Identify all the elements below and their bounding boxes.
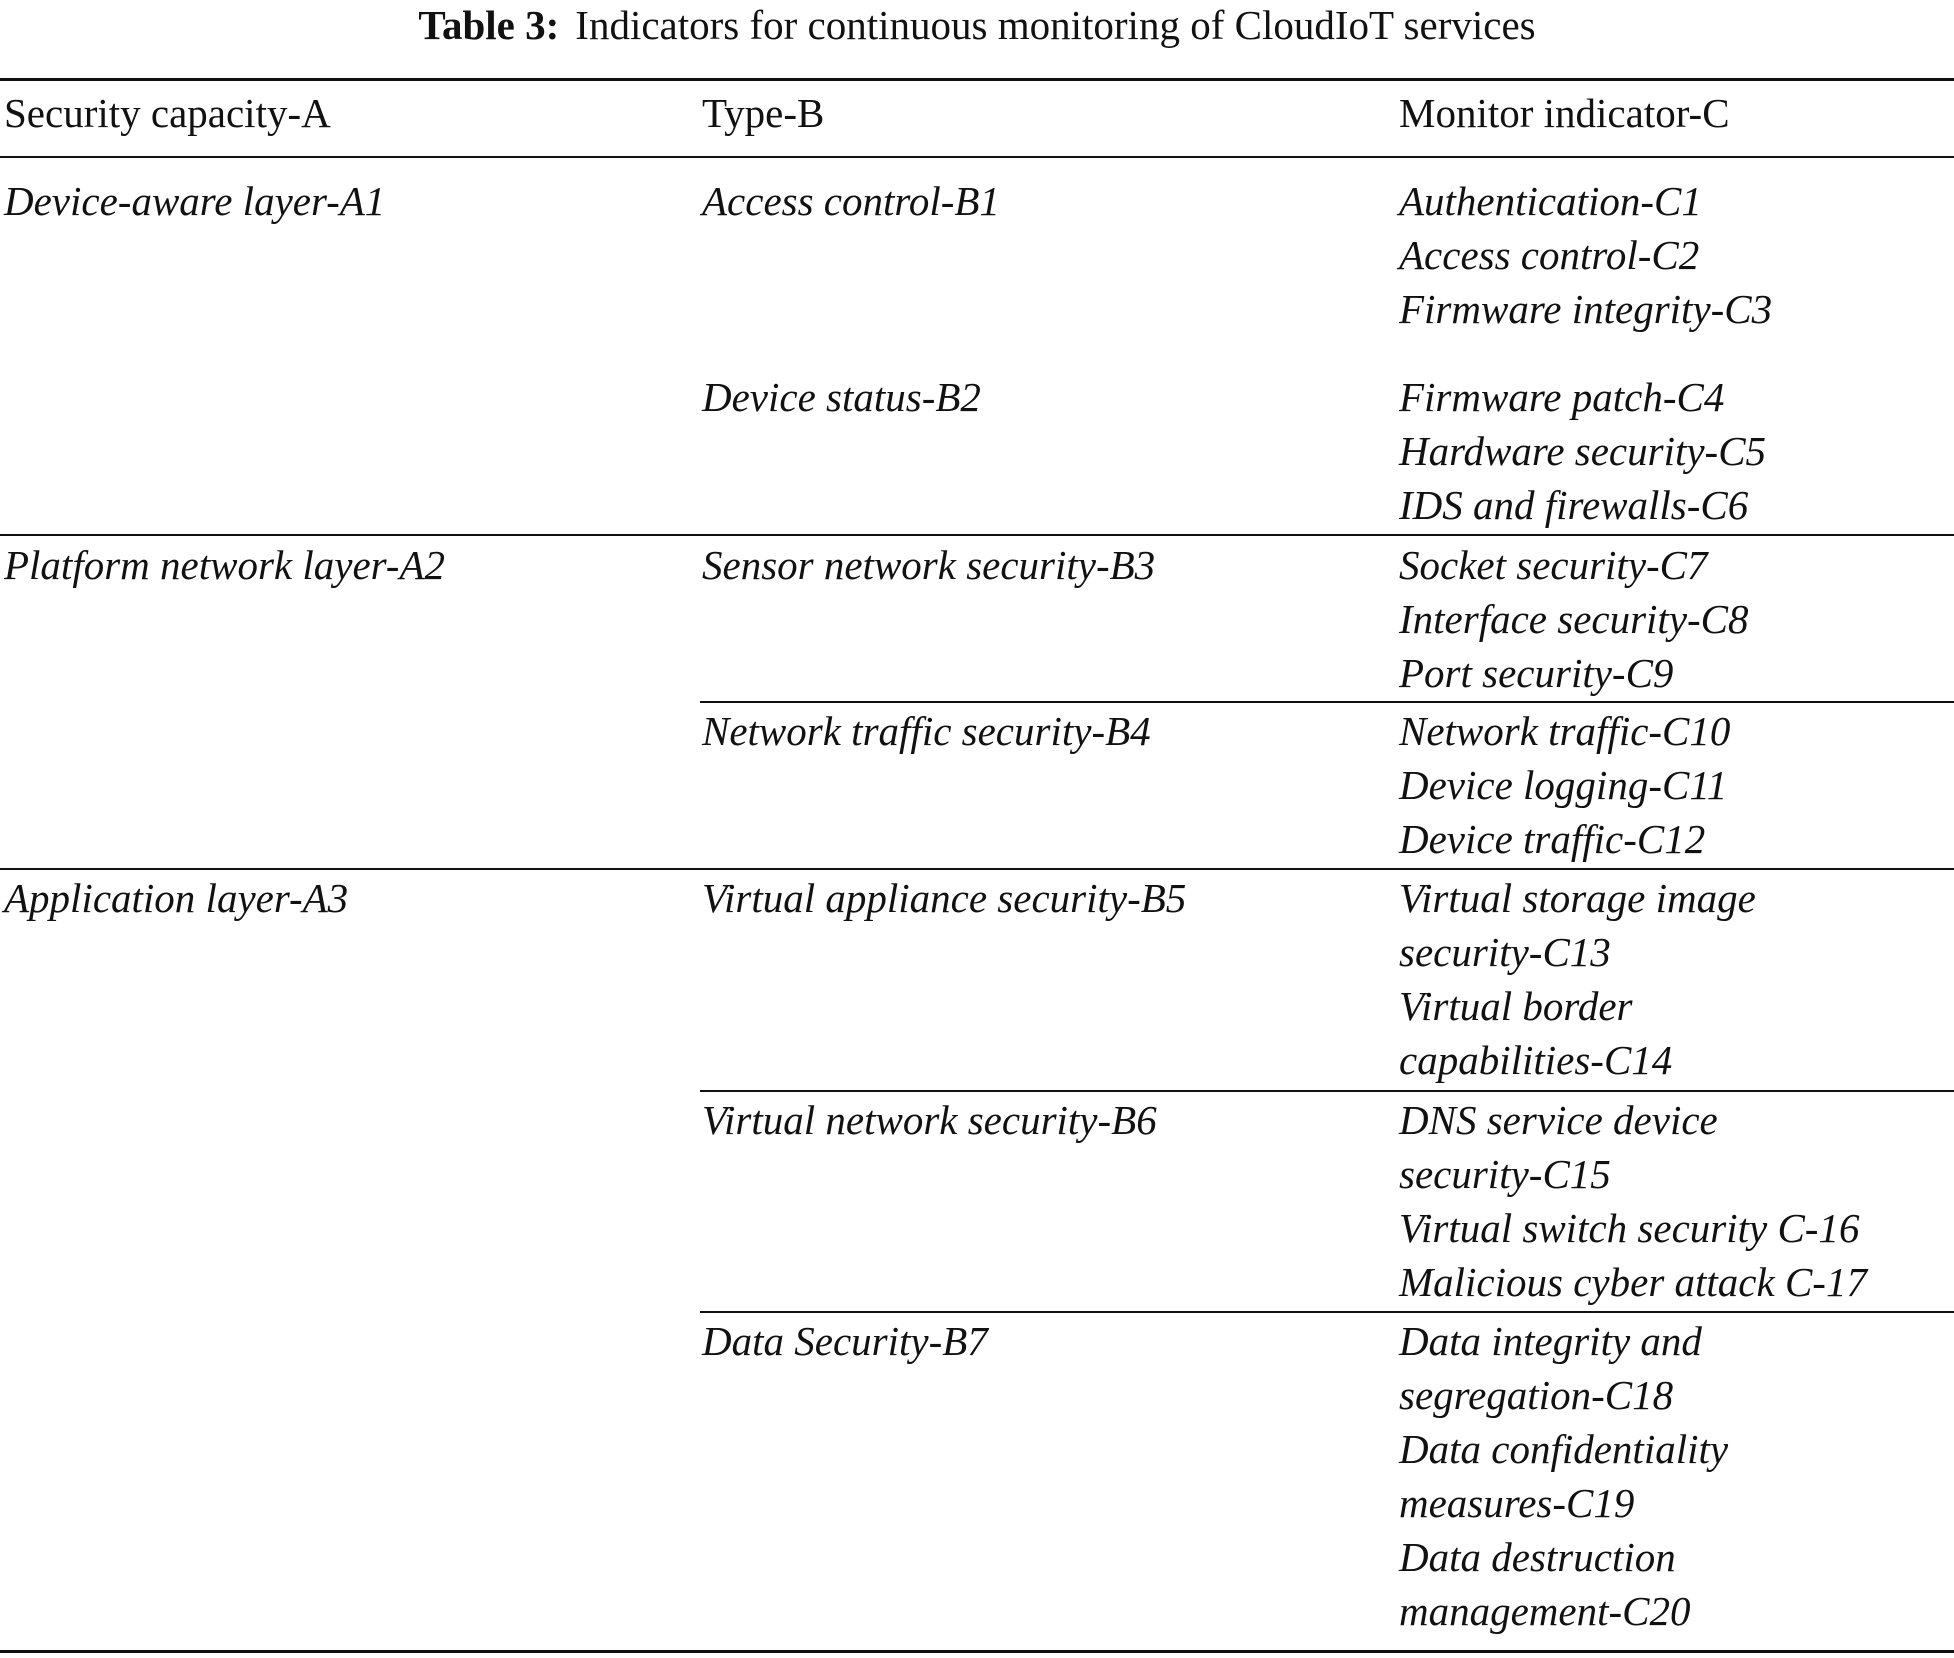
indicator-c11: Device logging-C11 <box>1399 762 1728 808</box>
indicators-b5 <box>1399 871 1756 1087</box>
indicator-c19-line1: Data confidentiality <box>1399 1426 1729 1472</box>
rule-after-b6 <box>700 1311 1954 1313</box>
capacity-a3: Application layer-A3 <box>4 875 349 921</box>
rule-after-a1 <box>0 534 1954 536</box>
type-b1: Access control-B1 <box>702 178 1000 224</box>
type-b3: Sensor network security-B3 <box>702 542 1156 588</box>
header-security-capacity: Security capacity-A <box>4 90 331 136</box>
header-bottom-rule <box>0 156 1954 158</box>
type-b4: Network traffic security-B4 <box>702 708 1151 754</box>
indicator-c15-line2: security-C15 <box>1399 1151 1611 1197</box>
indicator-c4: Firmware patch-C4 <box>1399 374 1725 420</box>
table-caption <box>0 0 1954 50</box>
indicator-c7: Socket security-C7 <box>1399 542 1708 588</box>
indicator-c5: Hardware security-C5 <box>1399 428 1767 474</box>
indicators-b6 <box>1399 1093 1867 1309</box>
indicator-c9: Port security-C9 <box>1399 650 1674 696</box>
indicator-c18-line1: Data integrity and <box>1399 1318 1702 1364</box>
type-b7: Data Security-B7 <box>702 1318 988 1364</box>
indicators-b3 <box>1399 538 1749 700</box>
rule-after-a2 <box>0 868 1954 870</box>
indicator-c14-line2: capabilities-C14 <box>1399 1037 1673 1083</box>
capacity-a1: Device-aware layer-A1 <box>4 178 386 224</box>
type-b6: Virtual network security-B6 <box>702 1097 1157 1143</box>
indicator-c19-line2: measures-C19 <box>1399 1480 1635 1526</box>
indicator-c17: Malicious cyber attack C-17 <box>1399 1259 1867 1305</box>
type-b2: Device status-B2 <box>702 374 981 420</box>
rule-after-b5 <box>700 1090 1954 1092</box>
indicator-c6: IDS and firewalls-C6 <box>1399 482 1749 528</box>
indicator-c8: Interface security-C8 <box>1399 596 1749 642</box>
indicators-b4 <box>1399 704 1730 866</box>
header-type: Type-B <box>702 90 825 136</box>
indicator-c13-line1: Virtual storage image <box>1399 875 1756 921</box>
indicator-c13-line2: security-C13 <box>1399 929 1611 975</box>
indicators-b2 <box>1399 370 1766 532</box>
rule-after-b3 <box>700 701 1954 703</box>
indicator-c18-line2: segregation-C18 <box>1399 1372 1674 1418</box>
caption-text: Indicators for continuous monitoring of CloudIoT services <box>575 2 1536 48</box>
indicator-c10: Network traffic-C10 <box>1399 708 1731 754</box>
capacity-a2: Platform network layer-A2 <box>4 542 445 588</box>
table-top-rule <box>0 78 1954 81</box>
header-monitor-indicator: Monitor indicator-C <box>1399 90 1730 136</box>
indicator-c2: Access control-C2 <box>1399 232 1700 278</box>
indicator-c1: Authentication-C1 <box>1399 178 1702 224</box>
caption-label: Table 3: <box>418 2 560 48</box>
indicator-c12: Device traffic-C12 <box>1399 816 1706 862</box>
indicators-b7 <box>1399 1314 1728 1638</box>
indicator-c15-line1: DNS service device <box>1399 1097 1718 1143</box>
indicator-c20-line2: management-C20 <box>1399 1588 1691 1634</box>
indicator-c16: Virtual switch security C-16 <box>1399 1205 1860 1251</box>
type-b5: Virtual appliance security-B5 <box>702 875 1187 921</box>
indicator-c3: Firmware integrity-C3 <box>1399 286 1773 332</box>
indicator-c14-line1: Virtual border <box>1399 983 1633 1029</box>
table-bottom-rule <box>0 1650 1954 1653</box>
indicators-b1 <box>1399 174 1772 336</box>
indicator-c20-line1: Data destruction <box>1399 1534 1676 1580</box>
